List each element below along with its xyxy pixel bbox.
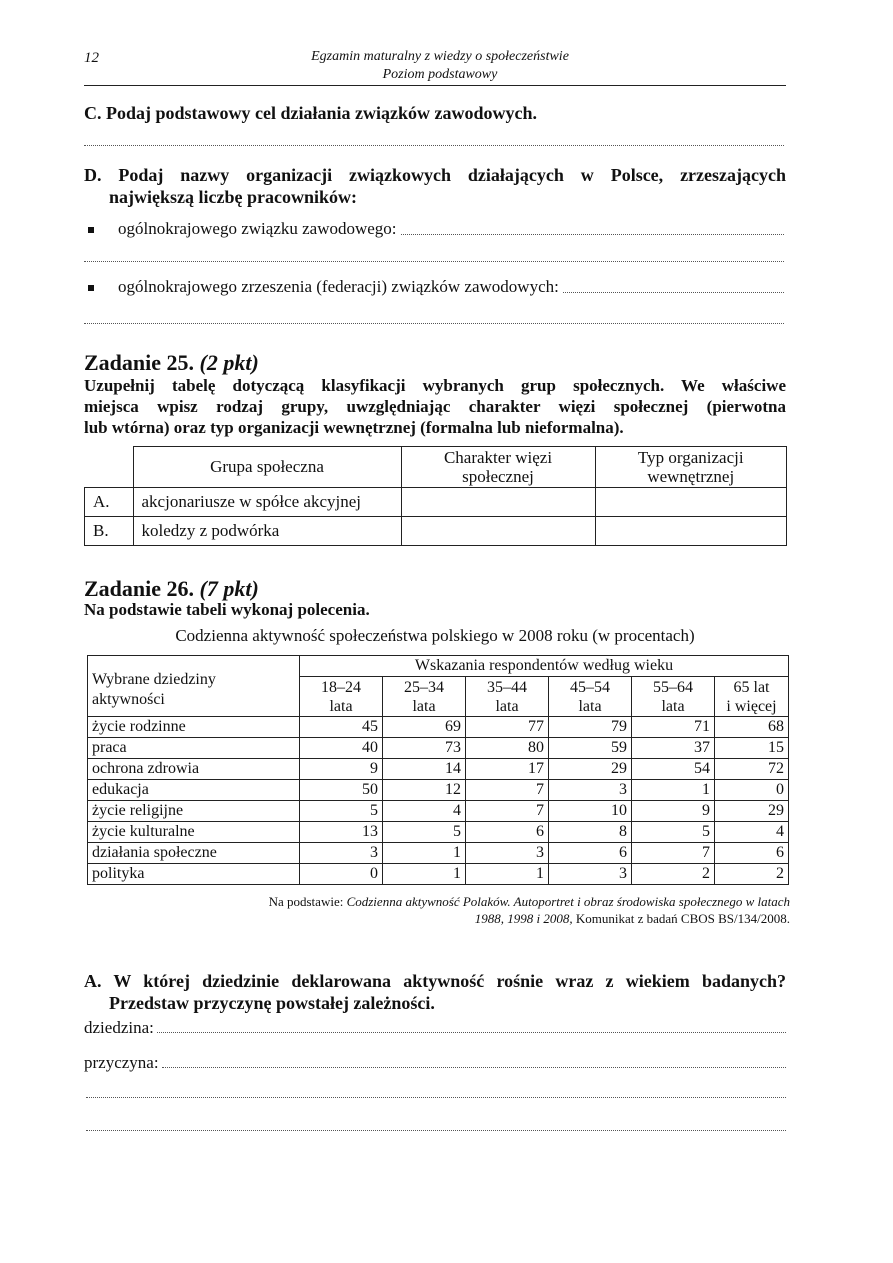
row-value: 1 — [632, 780, 715, 801]
age-unit: lata — [329, 697, 353, 715]
table-header-row — [85, 447, 787, 488]
age-range: 45–54 — [570, 678, 610, 696]
row-domain: ochrona zdrowia — [88, 759, 300, 780]
answer-bond-b[interactable] — [401, 517, 595, 546]
answer-reason-row — [84, 1053, 786, 1073]
row-value: 6 — [549, 843, 632, 864]
activity-table — [87, 655, 789, 885]
row-value: 3 — [549, 864, 632, 885]
age-col — [300, 677, 383, 717]
row-value: 15 — [715, 738, 789, 759]
row-value: 0 — [715, 780, 789, 801]
task-25-desc-3: lub wtórna) oraz typ organizacji wewnętrznej (formalna lub nieformalna). — [84, 418, 624, 437]
row-domain: edukacja — [88, 780, 300, 801]
row-value: 68 — [715, 717, 789, 738]
row-value: 7 — [466, 780, 549, 801]
row-domain: działania społeczne — [88, 843, 300, 864]
row-domain: życie religijne — [88, 801, 300, 822]
header-bond — [401, 447, 595, 488]
table-row — [88, 738, 789, 759]
label-reason: przyczyna: — [84, 1053, 159, 1072]
answer-domain-row — [84, 1018, 786, 1038]
row-value: 14 — [383, 759, 466, 780]
answer-line-c[interactable] — [84, 145, 784, 146]
age-col — [632, 677, 715, 717]
row-value: 80 — [466, 738, 549, 759]
row-value: 0 — [300, 864, 383, 885]
bullet-label: ogólnokrajowego zrzeszenia (federacji) związków zawodowych: — [118, 277, 559, 296]
answer-line-reason[interactable] — [162, 1067, 786, 1068]
row-value: 17 — [466, 759, 549, 780]
age-unit: lata — [495, 697, 519, 715]
question-26a-line1: A. W której dziedzinie deklarowana aktywność rośnie wraz z wiekiem badanych? — [84, 971, 786, 991]
bullet-label: ogólnokrajowego związku zawodowego: — [118, 219, 397, 238]
bullet-icon — [88, 285, 94, 291]
header-bond-line1: Charakter więzi — [443, 448, 553, 467]
exam-level: Poziom podstawowy — [382, 67, 498, 82]
bullet-national-union — [84, 218, 784, 240]
bullet-national-federation — [84, 276, 784, 298]
row-value: 5 — [300, 801, 383, 822]
header-org-line2: wewnętrznej — [647, 467, 735, 486]
answer-line-d2[interactable] — [563, 292, 784, 293]
row-domain: polityka — [88, 864, 300, 885]
row-value: 72 — [715, 759, 789, 780]
row-domain: życie kulturalne — [88, 822, 300, 843]
age-col — [549, 677, 632, 717]
row-value: 37 — [632, 738, 715, 759]
task-points: (2 pkt) — [199, 350, 259, 375]
row-value: 6 — [466, 822, 549, 843]
row-value: 8 — [549, 822, 632, 843]
row-value: 10 — [549, 801, 632, 822]
row-value: 1 — [383, 843, 466, 864]
header-org — [595, 447, 787, 488]
row-value: 1 — [466, 864, 549, 885]
header-domain — [88, 656, 300, 717]
page-number: 12 — [84, 50, 99, 66]
row-value: 5 — [383, 822, 466, 843]
row-value: 54 — [632, 759, 715, 780]
row-value: 2 — [715, 864, 789, 885]
answer-org-a[interactable] — [595, 488, 787, 517]
task-title-text: Zadanie 26. — [84, 576, 195, 601]
row-value: 69 — [383, 717, 466, 738]
row-value: 4 — [715, 822, 789, 843]
source-years: 1988, 1998 i 2008, — [474, 911, 573, 926]
header-bond-line2: społecznej — [462, 467, 534, 486]
row-value: 3 — [549, 780, 632, 801]
age-unit: i więcej — [726, 697, 777, 715]
age-range: 35–44 — [487, 678, 527, 696]
label-domain: dziedzina: — [84, 1018, 154, 1037]
table-row — [88, 717, 789, 738]
source-title: Codzienna aktywność Polaków. Autoportret i obraz środowiska społecznego w latach — [346, 894, 790, 909]
row-value: 77 — [466, 717, 549, 738]
table-row — [85, 517, 787, 546]
answer-line-d2b[interactable] — [84, 323, 784, 324]
row-value: 2 — [632, 864, 715, 885]
age-unit: lata — [578, 697, 602, 715]
age-unit: lata — [412, 697, 436, 715]
row-domain: praca — [88, 738, 300, 759]
table-header-row — [88, 656, 789, 677]
task-25-desc-1: Uzupełnij tabelę dotyczącą klasyfikacji wybranych grup społecznych. We właściwe — [84, 376, 786, 395]
row-value: 40 — [300, 738, 383, 759]
answer-org-b[interactable] — [595, 517, 787, 546]
table-row — [88, 822, 789, 843]
task-25-desc-2: miejsca wpisz rodzaj grupy, uwzględniając charakter więzi społecznej (pierwotna — [84, 397, 786, 416]
row-value: 3 — [300, 843, 383, 864]
age-range: 65 lat — [733, 678, 770, 696]
exam-title: Egzamin maturalny z wiedzy o społeczeństwie — [311, 49, 569, 64]
corner-cell — [85, 447, 134, 488]
row-value: 7 — [466, 801, 549, 822]
age-col — [715, 677, 789, 717]
row-value: 3 — [466, 843, 549, 864]
row-value: 7 — [632, 843, 715, 864]
table-row — [88, 864, 789, 885]
row-value: 79 — [549, 717, 632, 738]
row-value: 6 — [715, 843, 789, 864]
answer-line-reason-3[interactable] — [86, 1130, 786, 1131]
task-26-desc: Na podstawie tabeli wykonaj polecenia. — [84, 600, 370, 619]
table-row — [88, 843, 789, 864]
age-range: 25–34 — [404, 678, 444, 696]
bullet-icon — [88, 227, 94, 233]
task-title-text: Zadanie 25. — [84, 350, 195, 375]
table-row — [88, 801, 789, 822]
row-value: 59 — [549, 738, 632, 759]
row-group: koledzy z podwórka — [133, 517, 401, 546]
row-value: 9 — [632, 801, 715, 822]
header-group: Grupa społeczna — [133, 447, 401, 488]
task-25-table — [84, 446, 787, 546]
age-range: 18–24 — [321, 678, 361, 696]
header-org-line1: Typ organizacji — [637, 448, 744, 467]
row-value: 13 — [300, 822, 383, 843]
age-unit: lata — [661, 697, 685, 715]
row-value: 5 — [632, 822, 715, 843]
header-age-group: Wskazania respondentów według wieku — [300, 656, 789, 677]
header-rule — [84, 85, 786, 86]
question-d-line2: największą liczbę pracowników: — [109, 187, 357, 207]
row-value: 45 — [300, 717, 383, 738]
header-domain-line1: Wybrane dziedziny — [92, 671, 216, 688]
row-domain: życie rodzinne — [88, 717, 300, 738]
answer-line-domain[interactable] — [157, 1032, 786, 1033]
question-c: C. Podaj podstawowy cel działania związków zawodowych. — [84, 103, 537, 123]
table-row — [88, 780, 789, 801]
row-value: 29 — [549, 759, 632, 780]
table-row — [85, 488, 787, 517]
row-value: 50 — [300, 780, 383, 801]
source-report: Komunikat z badań CBOS BS/134/2008. — [572, 911, 790, 926]
source-prefix: Na podstawie: — [268, 894, 347, 909]
age-col — [383, 677, 466, 717]
age-range: 55–64 — [653, 678, 693, 696]
table-source — [84, 893, 790, 927]
row-group: akcjonariusze w spółce akcyjnej — [133, 488, 401, 517]
age-col — [466, 677, 549, 717]
question-d-line1: D. Podaj nazwy organizacji związkowych działających w Polsce, zrzeszających — [84, 165, 786, 185]
table-caption: Codzienna aktywność społeczeństwa polskiego w 2008 roku (w procentach) — [175, 626, 695, 645]
answer-line-d1b[interactable] — [84, 261, 784, 262]
row-value: 73 — [383, 738, 466, 759]
answer-line-d1[interactable] — [401, 234, 784, 235]
task-25-title — [84, 350, 259, 376]
row-value: 29 — [715, 801, 789, 822]
row-value: 9 — [300, 759, 383, 780]
row-value: 4 — [383, 801, 466, 822]
table-row — [88, 759, 789, 780]
source-line1 — [84, 893, 790, 910]
task-points: (7 pkt) — [199, 576, 259, 601]
header-domain-line2: aktywności — [92, 691, 165, 708]
row-letter: B. — [85, 517, 134, 546]
question-26a-line2: Przedstaw przyczynę powstałej zależności. — [109, 993, 435, 1013]
answer-bond-a[interactable] — [401, 488, 595, 517]
answer-line-reason-2[interactable] — [86, 1097, 786, 1098]
activity-body — [88, 717, 789, 885]
source-line2 — [84, 910, 790, 927]
row-letter: A. — [85, 488, 134, 517]
row-value: 12 — [383, 780, 466, 801]
row-value: 1 — [383, 864, 466, 885]
row-value: 71 — [632, 717, 715, 738]
